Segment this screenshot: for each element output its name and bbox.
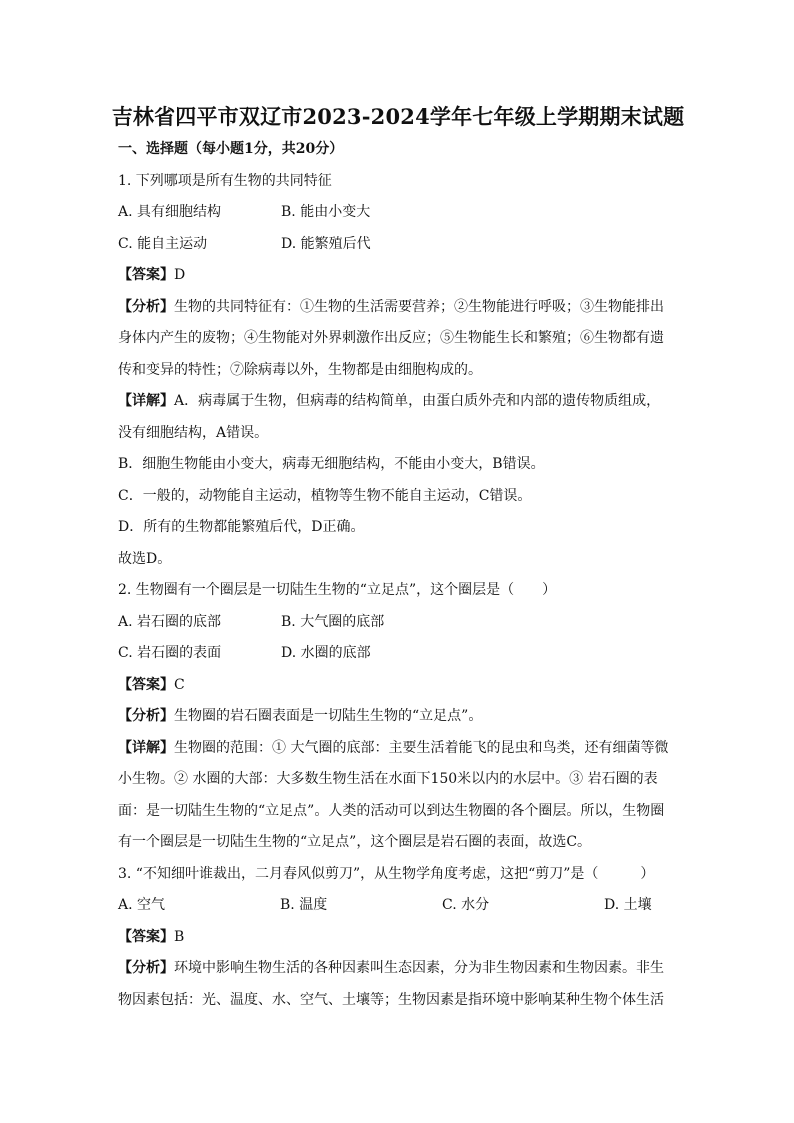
option-c: C. 能自主运动 — [118, 235, 208, 252]
answer-line — [118, 670, 678, 702]
answer-value: C — [174, 676, 185, 693]
detail-text: 面：是一切陆生生物的“立足点”。人类的活动可以到达生物圈的各个圈层。所以，生物圈 — [118, 802, 665, 819]
question-stem: 2. 生物圈有一个圈层是一切陆生生物的“立足点”，这个圈层是（ ） — [118, 582, 557, 598]
option-a: A. 空气 — [118, 897, 166, 913]
analysis-line — [118, 292, 678, 324]
answer-tag: 【答案】 — [118, 676, 174, 693]
option-b: B. 大气圈的底部 — [281, 613, 385, 630]
detail-text: B．细胞生物能由小变大，病毒无细胞结构，不能由小变大，B错误。 — [118, 456, 545, 472]
options-row — [118, 607, 678, 639]
analysis-tag: 【分析】 — [118, 708, 174, 724]
answer-line — [118, 260, 678, 292]
option-a: A. 具有细胞结构 — [118, 204, 222, 220]
answer-value: D — [174, 267, 186, 283]
answer-line — [118, 922, 678, 954]
document-page — [111, 100, 685, 1016]
options-row — [118, 229, 678, 261]
analysis-tag: 【分析】 — [118, 960, 174, 976]
analysis-tag: 【分析】 — [118, 298, 174, 315]
option-b: B. 能由小变大 — [281, 204, 371, 220]
analysis-line — [118, 701, 678, 733]
detail-text: A．病毒属于生物，但病毒的结构简单，由蛋白质外壳和内部的遗传物质组成， — [174, 393, 661, 409]
detail-text: 有一个圈层是一切陆生生物的“立足点”，这个圈层是岩石圈的表面，故选C。 — [118, 834, 592, 850]
detail-text: D．所有的生物都能繁殖后代，D正确。 — [118, 519, 365, 535]
analysis-line — [118, 953, 678, 985]
option-d: D. 土壤 — [604, 897, 652, 913]
option-d: D. 水圈的底部 — [281, 645, 371, 661]
analysis-text: 传和变异的特性；⑦除病毒以外，生物都是由细胞构成的。 — [118, 361, 482, 378]
option-c: C. 岩石圈的表面 — [118, 645, 222, 661]
question-stem: 3. “不知细叶谁裁出，二月春风似剪刀”，从生物学角度考虑，这把“剪刀”是（ ） — [118, 865, 655, 882]
detail-line — [118, 733, 678, 765]
section-heading: 一、选择题（每小题1分，共20分） — [118, 141, 344, 157]
options-row — [118, 890, 678, 922]
option-b: B. 温度 — [280, 897, 328, 913]
detail-text: 小生物。② 水圈的大部：大多数生物生活在水面下150米以内的水层中。③ 岩石圈的表 — [118, 771, 658, 787]
analysis-text: 生物的共同特征有：①生物的生活需要营养；②生物能进行呼吸；③生物能排出 — [174, 298, 664, 315]
detail-text: 生物圈的范围：① 大气圈的底部：主要生活着能飞的昆虫和鸟类，还有细菌等微 — [174, 739, 669, 756]
detail-tag: 【详解】 — [118, 739, 174, 756]
detail-line — [118, 386, 678, 418]
analysis-text: 生物圈的岩石圈表面是一切陆生生物的“立足点”。 — [174, 708, 483, 724]
detail-text: 没有细胞结构，A错误。 — [118, 424, 269, 441]
analysis-text: 物因素包括：光、温度、水、空气、土壤等；生物因素是指环境中影响某种生物个体生活 — [118, 991, 664, 1008]
analysis-text: 环境中影响生物生活的各种因素叫生态因素，分为非生物因素和生物因素。非生 — [174, 960, 664, 976]
answer-value: B — [174, 928, 185, 945]
detail-tag: 【详解】 — [118, 393, 174, 409]
options-row — [118, 197, 678, 229]
option-d: D. 能繁殖后代 — [281, 235, 371, 252]
page-title: 吉林省四平市双辽市2023-2024学年七年级上学期期末试题 — [111, 104, 685, 129]
option-a: A. 岩石圈的底部 — [118, 613, 222, 630]
answer-tag: 【答案】 — [118, 928, 174, 945]
options-row — [118, 638, 678, 670]
analysis-text: 身体内产生的废物；④生物能对外界刺激作出反应；⑤生物能生长和繁殖；⑥生物都有遗 — [118, 330, 664, 346]
answer-tag: 【答案】 — [118, 267, 174, 283]
detail-text: 故选D。 — [118, 550, 172, 567]
option-c: C. 水分 — [442, 897, 490, 913]
detail-text: C．一般的，动物能自主运动，植物等生物不能自主运动，C错误。 — [118, 487, 532, 504]
question-stem: 1. 下列哪项是所有生物的共同特征 — [118, 172, 332, 189]
